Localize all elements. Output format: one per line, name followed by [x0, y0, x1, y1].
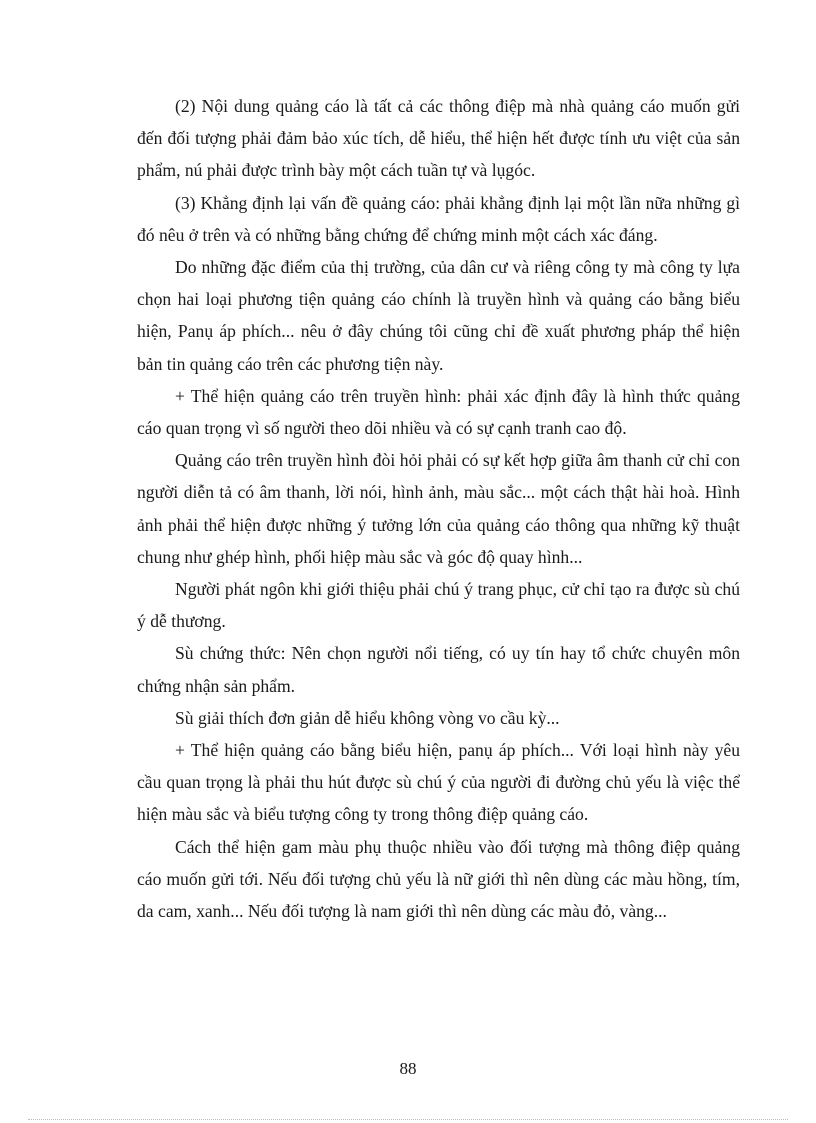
footer-divider: [28, 1119, 788, 1120]
paragraph-10: Cách thể hiện gam màu phụ thuộc nhiều vào đối tượng mà thông điệp quảng cáo muốn gửi tới. Nếu đối tượng chủ yếu là nữ giới thì nên dùng các màu hồng, tím, da cam, xanh... Nếu đối tượng là nam giới thì nên dùng các màu đỏ, vàng...: [137, 836, 740, 922]
paragraph-1: (2) Nội dung quảng cáo là tất cả các thông điệp mà nhà quảng cáo muốn gửi đến đối tượng phải đảm bảo xúc tích, dễ hiểu, thể hiện hết được tính ưu việt của sản phẩm, nú phải được trình bày một cách tuần tự và lụgóc.: [137, 96, 740, 181]
paragraph-5: Quảng cáo trên truyền hình đòi hỏi phải có sự kết hợp giữa âm thanh cử chỉ con người diễn tả có âm thanh, lời nói, hình ảnh, màu sắc... một cách thật hài hoà. Hình ảnh phải thể hiện được những ý tưởng lớn của quảng cáo thông qua những kỹ thuật chung như ghép hình, phối hiệp màu sắc và góc độ quay hình...: [137, 450, 740, 567]
paragraph-9: + Thể hiện quảng cáo bằng biểu hiện, panụ áp phích... Với loại hình này yêu cầu quan trọng là phải thu hút được sù chú ý của người đi đường chủ yếu là việc thể hiện màu sắc và biểu tượng công ty trong thông điệp quảng cáo.: [137, 740, 740, 825]
paragraph-6: Người phát ngôn khi giới thiệu phải chú ý trang phục, cử chỉ tạo ra được sù chú ý dễ thương.: [137, 579, 740, 632]
page-number: 88: [399, 1059, 417, 1078]
paragraph-8: Sù giải thích đơn giản dễ hiểu không vòng vo cầu kỳ...: [175, 707, 560, 728]
paragraph-4: + Thể hiện quảng cáo trên truyền hình: phải xác định đây là hình thức quảng cáo quan trọng vì số người theo dõi nhiều và có sự cạnh tranh cao độ.: [137, 385, 740, 439]
paragraph-3: Do những đặc điểm của thị trường, của dân cư và riêng công ty mà công ty lựa chọn hai loại phương tiện quảng cáo chính là truyền hình và quảng cáo bằng biểu hiện, Panụ áp phích... nêu ở đây chúng tôi cũng chỉ đề xuất phương pháp thể hiện bản tin quảng cáo trên các phương tiện này.: [137, 257, 740, 374]
body-text: [137, 90, 740, 927]
paragraph-7: Sù chứng thức: Nên chọn người nổi tiếng, có uy tín hay tổ chức chuyên môn chứng nhận sản phẩm.: [137, 643, 740, 696]
paragraph-2: (3) Khẳng định lại vấn đề quảng cáo: phải khẳng định lại một lần nữa những gì đó nêu ở trên và có những bằng chứng để chứng minh một cách xác đáng.: [137, 192, 740, 245]
